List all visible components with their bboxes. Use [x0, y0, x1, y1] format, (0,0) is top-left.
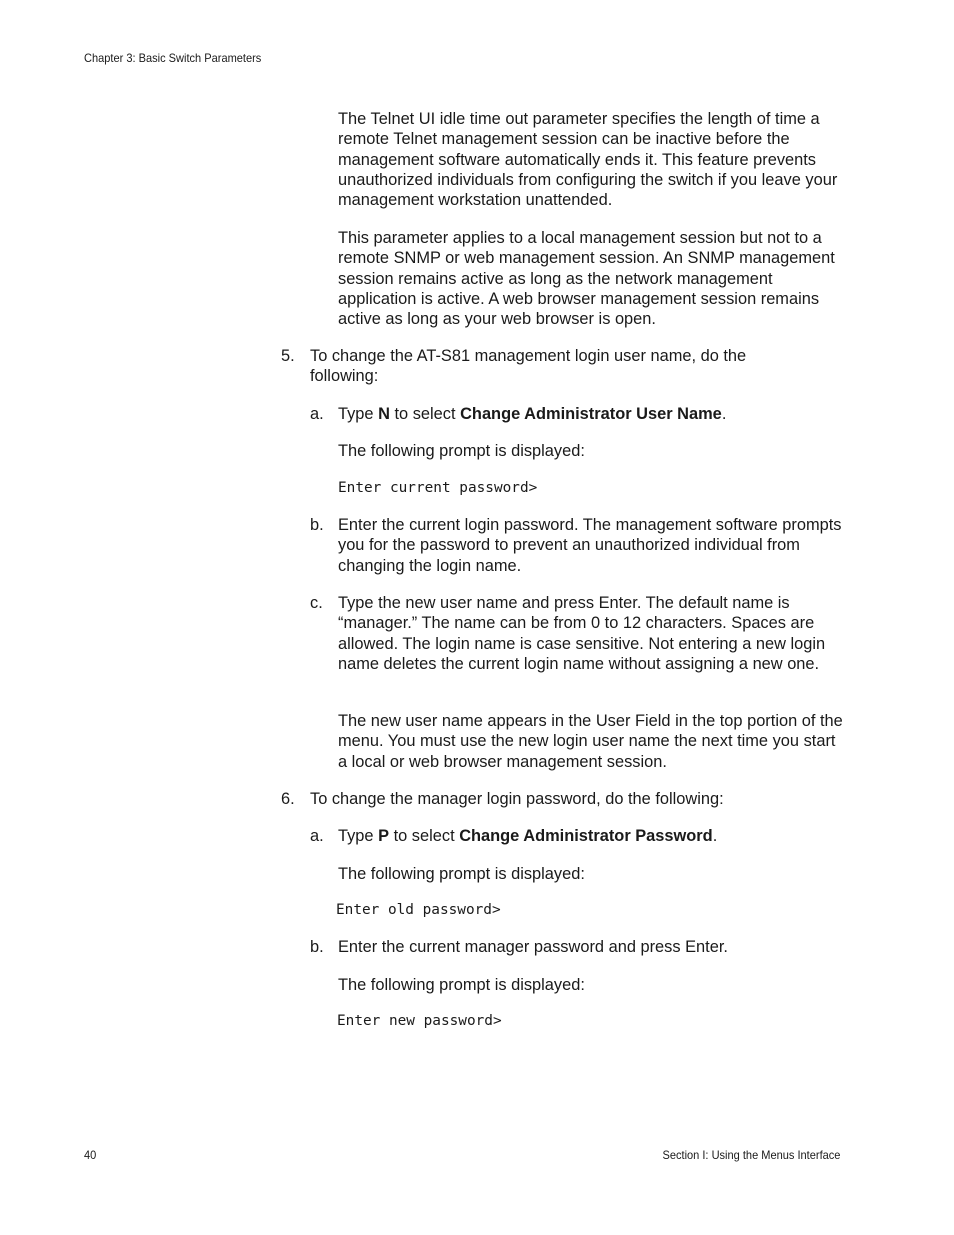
step-6-number: 6.: [281, 790, 295, 808]
option-change-admin-user-name: Change Administrator User Name: [460, 405, 722, 423]
step-5a-prompt-note: The following prompt is displayed:: [338, 442, 585, 460]
page-number: 40: [84, 1148, 97, 1162]
key-p: P: [378, 827, 390, 845]
prompt-new-password: Enter new password>: [337, 1013, 502, 1029]
step-5c-label: c.: [310, 594, 323, 612]
step-6a-text: Type P to select Change Administrator Password.: [338, 827, 718, 845]
step-5-text: To change the AT-S81 management login user name, do the following:: [310, 347, 747, 386]
step-5c-text: Type the new user name and press Enter. The default name is “manager.” The name can be from 0 to 12 characters. Spaces are allowed. The login name is case sensitive. Not entering a new login name deletes the current login name without assigning a new one.: [338, 594, 826, 673]
step-5b-label: b.: [310, 516, 324, 534]
step-6-text: To change the manager login password, do the following:: [310, 790, 724, 808]
key-n: N: [378, 405, 390, 423]
step-6a-prompt-note: The following prompt is displayed:: [338, 865, 585, 883]
prompt-old-password: Enter old password>: [336, 902, 501, 918]
running-header: Chapter 3: Basic Switch Parameters: [84, 51, 262, 65]
step-6a-label: a.: [310, 827, 324, 845]
step-6b-text: Enter the current manager password and press Enter.: [338, 938, 728, 956]
step-6b-prompt-note: The following prompt is displayed:: [338, 976, 585, 994]
step-5a-label: a.: [310, 405, 324, 423]
step-5a-text: Type N to select Change Administrator User Name.: [338, 405, 727, 423]
option-change-admin-password: Change Administrator Password: [459, 827, 713, 845]
step-5-note: The new user name appears in the User Field in the top portion of the menu. You must use the new login user name the next time you start a local or web browser management session.: [338, 712, 843, 771]
step-5b-text: Enter the current login password. The management software prompts you for the password to prevent an unauthorized individual from changing the login name.: [338, 516, 842, 575]
step-5-number: 5.: [281, 347, 295, 365]
intro-paragraph-1: The Telnet UI idle time out parameter specifies the length of time a remote Telnet management session can be inactive before the management software automatically ends it. This feature prevents unauthorized individuals from configuring the switch if you leave your management workstation unattended.: [338, 110, 838, 210]
prompt-current-password: Enter current password>: [338, 480, 538, 496]
intro-paragraph-2: This parameter applies to a local management session but not to a remote SNMP or web management session. An SNMP management session remains active as long as the network management application is active. A web browser management session remains active as long as your web browser is open.: [338, 229, 835, 329]
step-6b-label: b.: [310, 938, 324, 956]
running-footer-section: Section I: Using the Menus Interface: [662, 1148, 840, 1162]
